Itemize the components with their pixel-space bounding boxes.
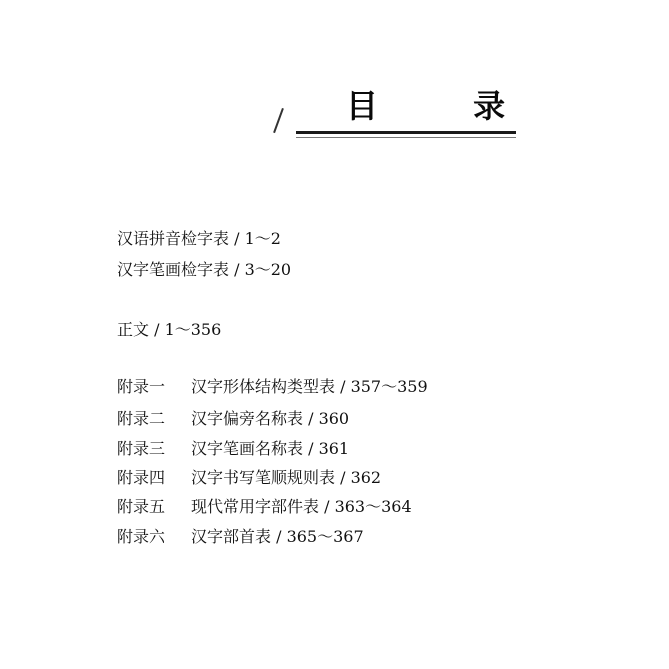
toc-entry-main-text: 正文 / 1～356 — [117, 320, 222, 339]
toc-entry-pinyin-index: 汉语拼音检字表 / 1～2 — [117, 229, 281, 248]
appendix-label: 附录六 — [117, 527, 166, 546]
toc-appendix-1 — [117, 377, 428, 397]
appendix-title: 汉字部首表 / 365～367 — [191, 527, 364, 546]
appendix-title: 汉字偏旁名称表 / 360 — [191, 409, 350, 428]
page-title: 目 录 — [346, 87, 548, 125]
toc-appendix-6 — [117, 527, 364, 547]
appendix-label: 附录二 — [117, 409, 166, 428]
appendix-label: 附录三 — [117, 439, 166, 458]
toc-appendix-3 — [117, 439, 349, 459]
appendix-title: 汉字形体结构类型表 / 357～359 — [191, 377, 428, 396]
decorative-stroke — [273, 108, 284, 133]
appendix-label: 附录五 — [117, 497, 166, 516]
appendix-label: 附录四 — [117, 468, 166, 487]
toc-appendix-5 — [117, 497, 412, 517]
toc-appendix-4 — [117, 468, 381, 488]
appendix-title: 汉字书写笔顺规则表 / 362 — [191, 468, 382, 487]
appendix-label: 附录一 — [117, 377, 166, 396]
appendix-title: 汉字笔画名称表 / 361 — [191, 439, 350, 458]
toc-entry-stroke-index: 汉字笔画检字表 / 3～20 — [117, 260, 292, 279]
title-underline-thin — [296, 137, 516, 138]
appendix-title: 现代常用字部件表 / 363～364 — [191, 497, 412, 516]
toc-appendix-2 — [117, 409, 349, 429]
title-underline — [296, 131, 516, 134]
